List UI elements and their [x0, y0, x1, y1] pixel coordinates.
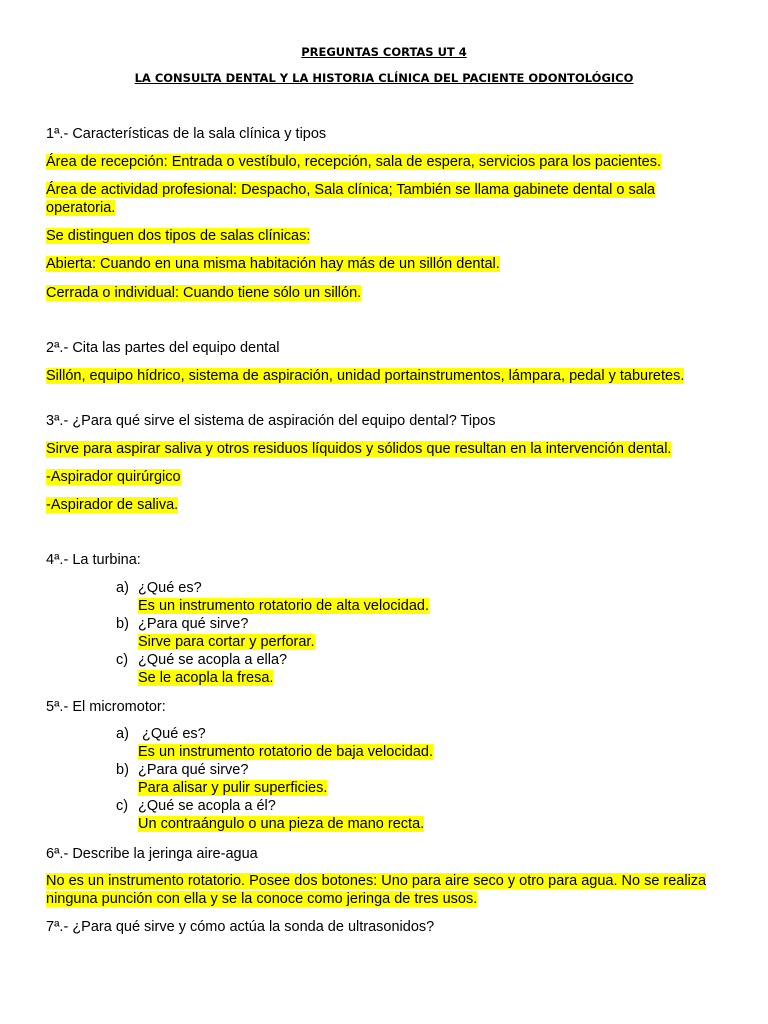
answer-text	[46, 367, 726, 385]
answer-text	[46, 468, 726, 486]
highlighted-answer: Sirve para aspirar saliva y otros residuos líquidos y sólidos que resultan en la intervención dental.	[46, 441, 672, 457]
question-6: 6ª.- Describe la jeringa aire-agua	[46, 846, 258, 862]
highlighted-answer: No es un instrumento rotatorio. Posee dos botones: Uno para aire seco y otro para agua. No se realiza ninguna punción con ella y se la conoce como jeringa de tres usos.	[46, 873, 707, 907]
document-subtitle: LA CONSULTA DENTAL Y LA HISTORIA CLÍNICA DEL PACIENTE ODONTOLÓGICO	[134, 71, 634, 85]
sub-question: ¿Para qué sirve?	[138, 762, 249, 778]
sub-question: ¿Qué es?	[138, 726, 206, 742]
list-item	[116, 761, 716, 797]
list-marker: a)	[116, 580, 129, 596]
answer-text	[46, 872, 726, 908]
sub-question: ¿Qué es?	[138, 580, 202, 596]
question-7: 7ª.- ¿Para qué sirve y cómo actúa la sonda de ultrasonidos?	[46, 919, 435, 935]
question-4: 4ª.- La turbina:	[46, 552, 141, 568]
sub-question: ¿Qué se acopla a ella?	[138, 652, 288, 668]
question-1: 1ª.- Características de la sala clínica y tipos	[46, 126, 327, 142]
list-marker: b)	[116, 762, 129, 778]
sub-question-list	[116, 725, 716, 833]
highlighted-answer: Abierta: Cuando en una misma habitación hay más de un sillón dental.	[46, 256, 500, 272]
list-item	[116, 615, 716, 651]
highlighted-answer: Un contraángulo o una pieza de mano recta.	[138, 816, 425, 832]
list-item	[116, 579, 716, 615]
highlighted-answer: Es un instrumento rotatorio de alta velocidad.	[138, 598, 429, 614]
highlighted-answer: Es un instrumento rotatorio de baja velocidad.	[138, 744, 434, 760]
answer-text	[46, 153, 726, 171]
list-marker: c)	[116, 652, 129, 668]
highlighted-answer: -Aspirador de saliva.	[46, 497, 179, 513]
list-item	[116, 725, 716, 761]
list-item	[116, 651, 716, 687]
answer-text	[46, 255, 726, 273]
highlighted-answer: Área de recepción: Entrada o vestíbulo, recepción, sala de espera, servicios para los pacientes.	[46, 154, 661, 170]
sub-question: ¿Para qué sirve?	[138, 616, 249, 632]
highlighted-answer: Para alisar y pulir superficies.	[138, 780, 328, 796]
answer-text	[46, 496, 726, 514]
list-marker: c)	[116, 798, 129, 814]
highlighted-answer: Se distinguen dos tipos de salas clínicas:	[46, 228, 311, 244]
list-marker: b)	[116, 616, 129, 632]
sub-question: ¿Qué se acopla a él?	[138, 798, 276, 814]
highlighted-answer: Área de actividad profesional: Despacho, Sala clínica; También se llama gabinete dental o sala operatoria.	[46, 182, 656, 216]
highlighted-answer: Cerrada o individual: Cuando tiene sólo un sillón.	[46, 285, 362, 301]
question-3: 3ª.- ¿Para qué sirve el sistema de aspiración del equipo dental? Tipos	[46, 413, 496, 429]
question-5: 5ª.- El micromotor:	[46, 699, 166, 715]
answer-text	[46, 284, 726, 302]
question-2: 2ª.- Cita las partes del equipo dental	[46, 340, 280, 356]
list-item	[116, 797, 716, 833]
sub-question-list	[116, 579, 716, 687]
document-title: PREGUNTAS CORTAS UT 4	[301, 45, 467, 59]
answer-text	[46, 440, 726, 458]
answer-text	[46, 181, 726, 217]
list-marker: a)	[116, 726, 129, 742]
highlighted-answer: Sirve para cortar y perforar.	[138, 634, 315, 650]
highlighted-answer: Sillón, equipo hídrico, sistema de aspiración, unidad portainstrumentos, lámpara, pedal y taburetes.	[46, 368, 685, 384]
highlighted-answer: -Aspirador quirúrgico	[46, 469, 181, 485]
highlighted-answer: Se le acopla la fresa.	[138, 670, 274, 686]
answer-text	[46, 227, 726, 245]
